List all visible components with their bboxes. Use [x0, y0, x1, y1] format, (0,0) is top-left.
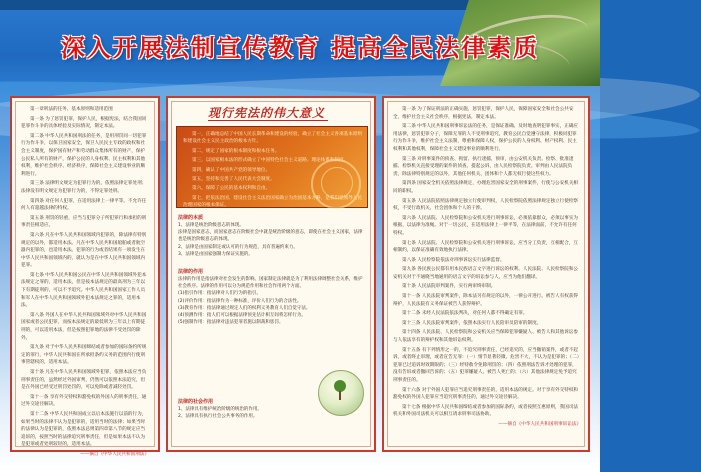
right-paragraph: 第四条 国家安全机关依照法律规定，办理危害国家安全的刑事案件，行使与公安机关相同的职权。	[393, 181, 579, 194]
left-panel	[10, 96, 160, 457]
right-paragraph: 第七条 人民法院、人民检察院和公安机关进行刑事诉讼，应当分工负责，互相配合，互相制约，以保证准确有效地执行法律。	[393, 240, 579, 254]
tree-icon	[332, 380, 348, 402]
left-paragraph: 第三条 法律明文规定为犯罪行为的，依照法律定罪处刑；法律没有明文规定为犯罪行为的，不得定罪处刑。	[21, 181, 147, 194]
middle-panel	[166, 96, 376, 452]
section-line: 1、法律具有维护统治阶级的统治的作用。	[178, 407, 262, 412]
left-paragraph: 第十一条 享有外交特权和豁免权的外国人的刑事责任，通过外交途径解决。	[21, 394, 147, 408]
left-paragraph: 第十二条 中华人民共和国成立以后本法施行以前的行为，如果当时的法律不认为是犯罪的，适用当时的法律；如果当时的法律认为是犯罪的，依照本法总则第四章第八节的规定应当追诉的，按照当时的法律追究刑事责任，但是如果本法不认为是犯罪或者处刑较轻的，适用本法。	[21, 411, 147, 448]
left-paragraph: 第八条 外国人在中华人民共和国领域外对中华人民共和国国家或者公民犯罪，而按本法规定的最低刑为三年以上有期徒刑的，可以适用本法，但是按照犯罪地的法律不受处罚的除外。	[21, 312, 147, 341]
section-line: (3)教育作用：指法律通过规定人们的权利义务教育人们自觉守法。	[178, 305, 311, 311]
title-underline	[208, 120, 328, 121]
section-heading: 法律的社会作用	[178, 399, 214, 405]
highlight-item: 第七，把依法治国、建设社会主义法治国家确立为治国基本方略，是我们党领导人民治理国家的根本保证。	[183, 195, 362, 209]
highlight-item: 第五，坚持和完善了人民代表大会制度。	[192, 177, 275, 183]
section-line: 法律的作用是指法律对社会发生的影响。国家制定法律就是为了利用法律调整社会关系，维护社会秩序。法律的作用可以分为规范作用和社会作用两个方面。	[178, 277, 363, 290]
right-panel-text	[393, 106, 581, 429]
section-line: (2)评价作用：指法律作为一种标准，评价人们行为的合法性。	[178, 298, 302, 304]
left-paragraph: 第六条 凡在中华人民共和国领域内犯罪的，除法律有特别规定的以外，都适用本法。凡在中华人民共和国船舶或者航空器内犯罪的，也适用本法。犯罪的行为或者结果有一项发生在中华人民共和国领域内的，就认为是在中华人民共和国领域内犯罪。	[21, 232, 147, 269]
right-paragraph: 第九条 各民族公民都有用本民族语言文字进行诉讼的权利。人民法院、人民检察院和公安机关对于不通晓当地通用的语言文字的诉讼参与人，应当为他们翻译。	[393, 267, 579, 280]
section-heading: 法律的本质	[178, 215, 204, 221]
section-line: 2、法律是由国家制定或认可的行为规范，具有普遍约束力。	[178, 244, 298, 250]
right-source: ——摘自《中华人民共和国刑事诉讼法》	[498, 421, 581, 427]
highlight-item: 第二，规定了国家的根本制度和根本任务。	[192, 148, 280, 154]
left-paragraph: 第二条 中华人民共和国刑法的任务，是用刑罚同一切犯罪行为作斗争，以保卫国家安全，保卫人民民主专政的政权和社会主义制度，保护国有财产和劳动群众集体所有的财产，保护公民私人所有的财产，保护公民的人身权利、民主权利和其他权利，维护社会秩序、经济秩序，保障社会主义建设事业的顺利进行。	[21, 133, 147, 177]
section-heading: 法律的作用	[178, 269, 204, 275]
section-line: (4)预测作用：指人们可以根据法律预先估计相互间将怎样行为。	[178, 313, 306, 319]
highlight-item: 第一，正确地总结了中国人民长期革命和建设的经验，确立了社会主义各项基本原则和建设社会主义民主政治的根本方针。	[183, 132, 362, 145]
left-paragraph: 第五条 刑罚的轻重，应当与犯罪分子所犯罪行和承担的刑事责任相适应。	[21, 215, 147, 229]
right-paragraph: 第十条 人民法院审判案件，实行两审终审制。	[402, 284, 496, 290]
section-body	[178, 276, 364, 326]
left-paragraph: 第四条 对任何人犯罪，在适用法律上一律平等。不允许任何人有超越法律的特权。	[21, 198, 147, 212]
left-paragraph: 第十条 凡在中华人民共和国领域外犯罪，依照本法应当负刑事责任的，虽然经过外国审判，仍然可以依照本法追究，但是在外国已经受过刑罚处罚的，可以免除或者减轻处罚。	[21, 370, 147, 391]
left-paragraph: 第一条 为了惩罚犯罪，保护人民，根据宪法，结合我国同犯罪作斗争的具体经验及实际情况，制定本法。	[21, 116, 147, 130]
right-paragraph: 第十五条 有下列情形之一的，不追究刑事责任，已经追究的，应当撤销案件，或者不起诉，或者终止审理，或者宣告无罪：（一）情节显著轻微、危害不大，不认为是犯罪的；（二）犯罪已过追诉时效期限的；（三）经特赦令免除刑罚的；（四）依照刑法告诉才处理的犯罪，没有告诉或者撤回告诉的；（五）犯罪嫌疑人、被告人死亡的；（六）其他法律规定免予追究刑事责任的。	[393, 347, 580, 383]
left-panel-text	[21, 106, 149, 459]
right-paragraph: 第十四条 人民法院、人民检察院和公安机关应当保障犯罪嫌疑人、被告人和其他诉讼参与人依法享有的辩护权和其他诉讼权利。	[393, 330, 579, 344]
section-line: (5)强制作用：指法律对违法犯罪者施以制裁和惩罚。	[178, 320, 284, 326]
right-paragraph: 第十一条 人民法院审判案件，除本法另有规定的以外，一律公开进行。被告人有权获得辩护，人民法院有义务保证被告人获得辩护。	[393, 294, 579, 307]
section-line: 2、法律具有执行社会公共事务的作用。	[178, 414, 258, 420]
constitution-highlight-box	[176, 126, 368, 208]
right-panel	[382, 96, 590, 452]
right-paragraph: 第二条 中华人民共和国刑事诉讼法的任务，是保证准确、及时地查明犯罪事实，正确应用法律，惩罚犯罪分子，保障无罪的人不受刑事追究，教育公民自觉遵守法律，积极同犯罪行为作斗争，维护社会主义法制，尊重和保障人权，保护公民的人身权利、财产权利、民主权利和其他权利，保障社会主义建设事业的顺利进行。	[393, 124, 579, 152]
section-line: 3、法律是由国家强制力保证实施的。	[178, 251, 253, 257]
highlight-item: 第六，保障了公民的基本权利和自由。	[192, 186, 271, 192]
left-paragraph: 第九条 对于中华人民共和国缔结或者参加的国际条约所规定的罪行，中华人民共和国在所承担条约义务的范围内行使刑事管辖权的，适用本法。	[21, 345, 147, 366]
right-paragraph: 第六条 人民法院、人民检察院和公安机关进行刑事诉讼，必须依靠群众，必须以事实为根据，以法律为准绳。对于一切公民，在适用法律上一律平等，在法律面前，不允许有任何特权。	[393, 215, 579, 236]
right-paragraph: 第十三条 人民法院审判案件，依照本法实行人民陪审员陪审的制度。	[402, 320, 542, 326]
section-body	[178, 406, 318, 420]
right-paragraph: 第三条 对刑事案件的侦查、拘留、执行逮捕、预审，由公安机关负责。检察、批准逮捕、检察机关直接受理的案件的侦查、提起公诉，由人民检察院负责。审判由人民法院负责。除法律特别规定的以外，其他任何机关、团体和个人都无权行使这些权力。	[393, 156, 574, 177]
highlight-text	[183, 131, 363, 212]
section-line: 1、法律是统治阶级意志的体现。	[178, 223, 244, 228]
right-paragraph: 第五条 人民法院依照法律规定独立行使审判权，人民检察院依照法律规定独立行使检察权，不受行政机关、社会团体和个人的干涉。	[393, 198, 579, 212]
section-body	[178, 222, 364, 258]
right-paragraph: 第一条 为了保证刑法的正确实施，惩罚犯罪，保护人民，保障国家安全和社会公共安全，维护社会主义社会秩序，根据宪法，制定本法。	[393, 107, 574, 120]
left-paragraph: 第一章刑法的任务、基本原则和适用范围	[30, 107, 113, 112]
section-line: 法律是国家意志，而国家意志在阶级社会中就是统治阶级的意志，即使在社会主义国家，法律也是统治阶级意志的体现。	[178, 230, 363, 243]
highlight-item: 第四，确认了中国共产党的领导地位。	[192, 167, 271, 173]
highlight-item: 第三，以国家根本法的形式确立了中国特色社会主义道路、理论体系和制度。	[192, 158, 349, 164]
left-paragraph: 第七条 中华人民共和国公民在中华人民共和国领域外犯本法规定之罪的，适用本法，但是按本法规定的最高刑为三年以下有期徒刑的，可以不予追究。中华人民共和国国家工作人员和军人在中华人民共和国领域外犯本法规定之罪的，适用本法。	[21, 272, 147, 309]
board-title: 深入开展法制宣传教育 提高全民法律素质	[60, 33, 540, 62]
tree-trunk	[339, 391, 341, 400]
right-paragraph: 第八条 人民检察院依法对刑事诉讼实行法律监督。	[402, 257, 505, 263]
right-paragraph: 第十六条 对于外国人犯罪应当追究刑事责任的，适用本法的规定。对于享有外交特权和豁免权的外国人犯罪应当追究刑事责任的，通过外交途径解决。	[393, 387, 579, 401]
section-line: (1)指引作用：指法律对人们行为的指引。	[178, 291, 261, 297]
left-source: ——摘自《中华人民共和国刑法》	[80, 451, 149, 457]
middle-panel-title: 现行宪法的伟大意义	[208, 106, 326, 120]
right-paragraph: 第十二条 未经人民法院依法判决，对任何人都不得确定有罪。	[402, 311, 528, 317]
right-paragraph: 第十七条 根据中华人民共和国缔结或者参加的国际条约，或者按照互惠原则，我国司法机关和外国司法机关可以相互请求刑事司法协助。	[393, 404, 579, 418]
